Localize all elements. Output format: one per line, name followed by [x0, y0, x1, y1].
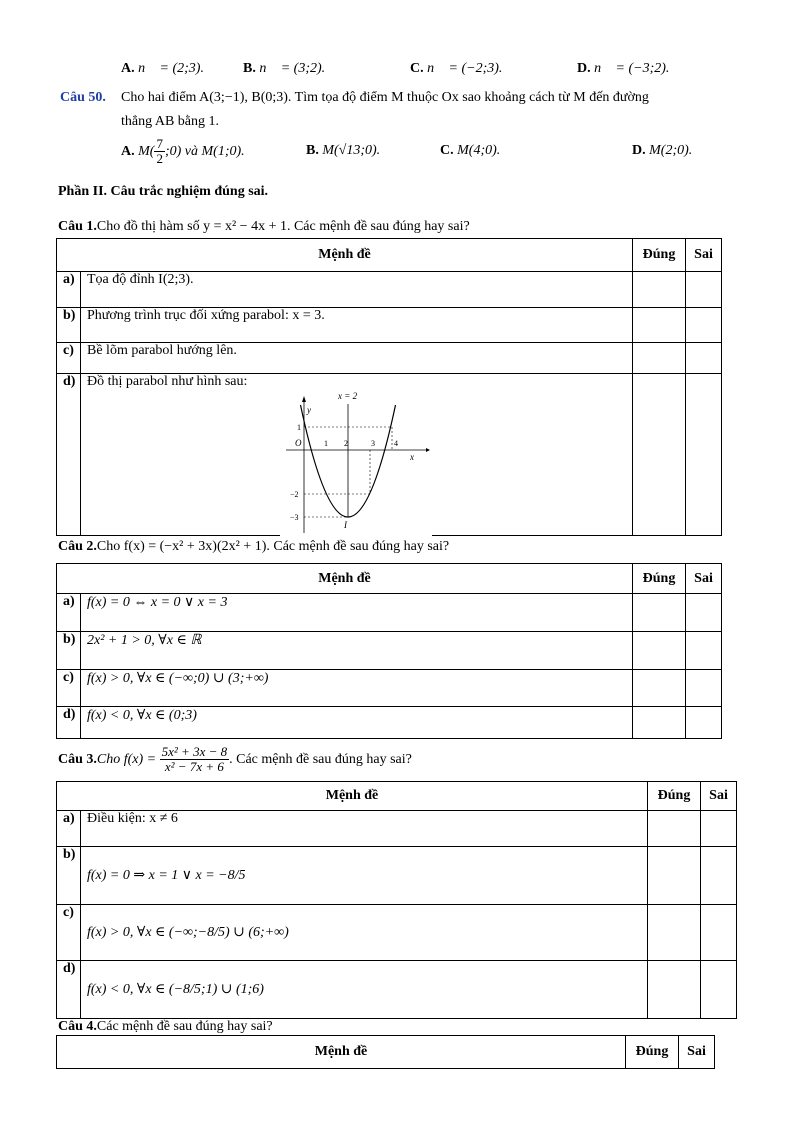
row-label: a) [57, 811, 81, 847]
x-tick-label: 2 [344, 439, 348, 448]
question-text: Cho đồ thị hàm số y = x² − 4x + 1. Các mệnh đề sau đúng hay sai? [96, 219, 470, 234]
header-false: Sai [686, 239, 722, 272]
question-label: Câu 2. [58, 539, 97, 554]
q50-text-line2: thẳng AB bằng 1. [121, 114, 219, 129]
c4-question [58, 1019, 273, 1035]
question-label: Câu 3. [58, 752, 97, 767]
q50-text-line1: Cho hai điểm A(3;−1), B(0;3). Tìm tọa độ điểm M thuộc Ox sao khoảng cách từ M đến đường [121, 90, 649, 105]
q50-number: Câu 50. [60, 90, 106, 105]
false-cell[interactable] [686, 374, 722, 536]
option-text: ;0) và M(1;0). [164, 144, 245, 159]
false-cell[interactable] [701, 811, 737, 847]
option-label: D. [632, 143, 646, 158]
true-cell[interactable] [633, 670, 686, 707]
table-row [57, 343, 722, 374]
option-label: C. [410, 61, 424, 76]
true-cell[interactable] [633, 707, 686, 739]
q50-option-c [440, 143, 500, 159]
true-cell[interactable] [633, 594, 686, 632]
row-statement: f(x) = 0 ⇒ x = 1 ∨ x = −8/5 [81, 847, 648, 905]
header-true: Đúng [626, 1036, 679, 1069]
row-statement: f(x) > 0, ∀x ∈ (−∞;0) ∪ (3;+∞) [81, 670, 633, 707]
option-label: C. [440, 143, 454, 158]
option-text: n⃗ = (−2;3). [427, 61, 503, 76]
y-tick-label: 1 [297, 423, 301, 432]
row-label: c) [57, 343, 81, 374]
x-tick-label: 1 [324, 439, 328, 448]
x-tick-label: 4 [394, 439, 398, 448]
q50-option-b [306, 143, 380, 159]
row-label: a) [57, 272, 81, 308]
option-label: B. [306, 143, 319, 158]
row-label: d) [57, 374, 81, 536]
header-false: Sai [679, 1036, 715, 1069]
option-label: B. [243, 61, 256, 76]
true-cell[interactable] [648, 905, 701, 961]
row-statement: f(x) > 0, ∀x ∈ (−∞;−8/5) ∪ (6;+∞) [81, 905, 648, 961]
c4-table [56, 1035, 715, 1069]
row-label: c) [57, 670, 81, 707]
row-statement: Điều kiện: x ≠ 6 [81, 811, 648, 847]
false-cell[interactable] [686, 670, 722, 707]
false-cell[interactable] [686, 343, 722, 374]
row-label: a) [57, 594, 81, 632]
row-statement: Phương trình trục đối xứng parabol: x = 3. [81, 308, 633, 343]
row-statement: Tọa độ đỉnh I(2;3). [81, 272, 633, 308]
table-row [57, 847, 737, 905]
true-cell[interactable] [633, 272, 686, 308]
y-tick-label: −2 [290, 490, 299, 499]
option-text: M(4;0). [457, 143, 501, 158]
header-statement: Mệnh đề [57, 1036, 626, 1069]
option-label: A. [121, 61, 135, 76]
table-row [57, 594, 722, 632]
header-statement: Mệnh đề [57, 782, 648, 811]
option-text: M(√13;0). [322, 143, 381, 158]
c3-table [56, 781, 737, 1019]
table-row [57, 811, 737, 847]
row-statement: f(x) < 0, ∀x ∈ (−8/5;1) ∪ (1;6) [81, 961, 648, 1019]
header-false: Sai [701, 782, 737, 811]
table-row [57, 632, 722, 670]
false-cell[interactable] [701, 961, 737, 1019]
true-cell[interactable] [633, 374, 686, 536]
header-statement: Mệnh đề [57, 564, 633, 594]
q49-option-c [410, 61, 502, 77]
q50-option-d [632, 143, 692, 159]
part-title: Phần II. Câu trắc nghiệm đúng sai. [58, 184, 269, 199]
numerator: 5x² + 3x − 8 [161, 744, 228, 760]
option-label: A. [121, 144, 135, 159]
false-cell[interactable] [686, 632, 722, 670]
row-label: d) [57, 961, 81, 1019]
row-label: d) [57, 707, 81, 739]
c3-question [58, 742, 412, 778]
y-tick-label: −3 [290, 513, 299, 522]
fraction [154, 137, 165, 166]
false-cell[interactable] [686, 594, 722, 632]
row-statement: 2x² + 1 > 0, ∀x ∈ ℝ [81, 632, 633, 670]
false-cell[interactable] [686, 308, 722, 343]
row-statement: f(x) < 0, ∀x ∈ (0;3) [81, 707, 633, 739]
table-row [57, 707, 722, 739]
symmetry-label: x = 2 [338, 391, 358, 401]
table-row [57, 670, 722, 707]
question-text: Các mệnh đề sau đúng hay sai? [96, 1019, 273, 1034]
c2-table [56, 563, 722, 739]
fraction [160, 745, 229, 774]
origin-label: O [295, 438, 302, 448]
x-axis-label: x [410, 452, 414, 462]
row-statement: f(x) = 0 ⇔ x = 0 ∨ x = 3 [81, 594, 633, 632]
header-true: Đúng [633, 564, 686, 594]
row-label: b) [57, 308, 81, 343]
numerator: 7 [156, 136, 163, 152]
header-false: Sai [686, 564, 722, 594]
q49-option-b [243, 61, 325, 77]
option-text: n⃗ = (−3;2). [594, 61, 670, 76]
q49-option-d [577, 61, 669, 77]
true-cell[interactable] [648, 847, 701, 905]
option-text: n⃗ = (2;3). [138, 61, 204, 76]
false-cell[interactable] [686, 707, 722, 739]
row-label: b) [57, 632, 81, 670]
denominator: 2 [156, 151, 163, 167]
row-statement: Bề lõm parabol hướng lên. [81, 343, 633, 374]
true-cell[interactable] [648, 961, 701, 1019]
question-label: Câu 4. [58, 1019, 97, 1034]
y-axis-label: y [307, 405, 311, 415]
false-cell[interactable] [701, 847, 737, 905]
c1-question [58, 219, 470, 235]
vertex-label: I [344, 520, 347, 530]
header-true: Đúng [648, 782, 701, 811]
true-cell[interactable] [648, 811, 701, 847]
x-tick-label: 3 [371, 439, 375, 448]
option-text: n⃗ = (3;2). [259, 61, 326, 76]
question-text: Cho f(x) = (−x² + 3x)(2x² + 1). Các mệnh đề sau đúng hay sai? [96, 539, 450, 554]
question-text: Cho f(x) = [96, 752, 157, 767]
option-text: M( [138, 144, 155, 159]
header-true: Đúng [633, 239, 686, 272]
row-label: b) [57, 847, 81, 905]
false-cell[interactable] [686, 272, 722, 308]
q50-option-a [121, 136, 245, 168]
table-row [57, 961, 737, 1019]
row-statement: Đồ thị parabol như hình sau: [81, 374, 633, 536]
question-label: Câu 1. [58, 219, 97, 234]
q49-option-a [121, 61, 204, 77]
table-row [57, 308, 722, 343]
false-cell[interactable] [701, 905, 737, 961]
parabola-graph [280, 388, 432, 536]
row-label: c) [57, 905, 81, 961]
table-row [57, 272, 722, 308]
table-row [57, 905, 737, 961]
true-cell[interactable] [633, 343, 686, 374]
option-text: M(2;0). [649, 143, 693, 158]
true-cell[interactable] [633, 632, 686, 670]
denominator: x² − 7x + 6 [164, 759, 224, 775]
question-text: . Các mệnh đề sau đúng hay sai? [229, 752, 412, 767]
option-label: D. [577, 61, 591, 76]
header-statement: Mệnh đề [57, 239, 633, 272]
true-cell[interactable] [633, 308, 686, 343]
c2-question [58, 539, 449, 555]
